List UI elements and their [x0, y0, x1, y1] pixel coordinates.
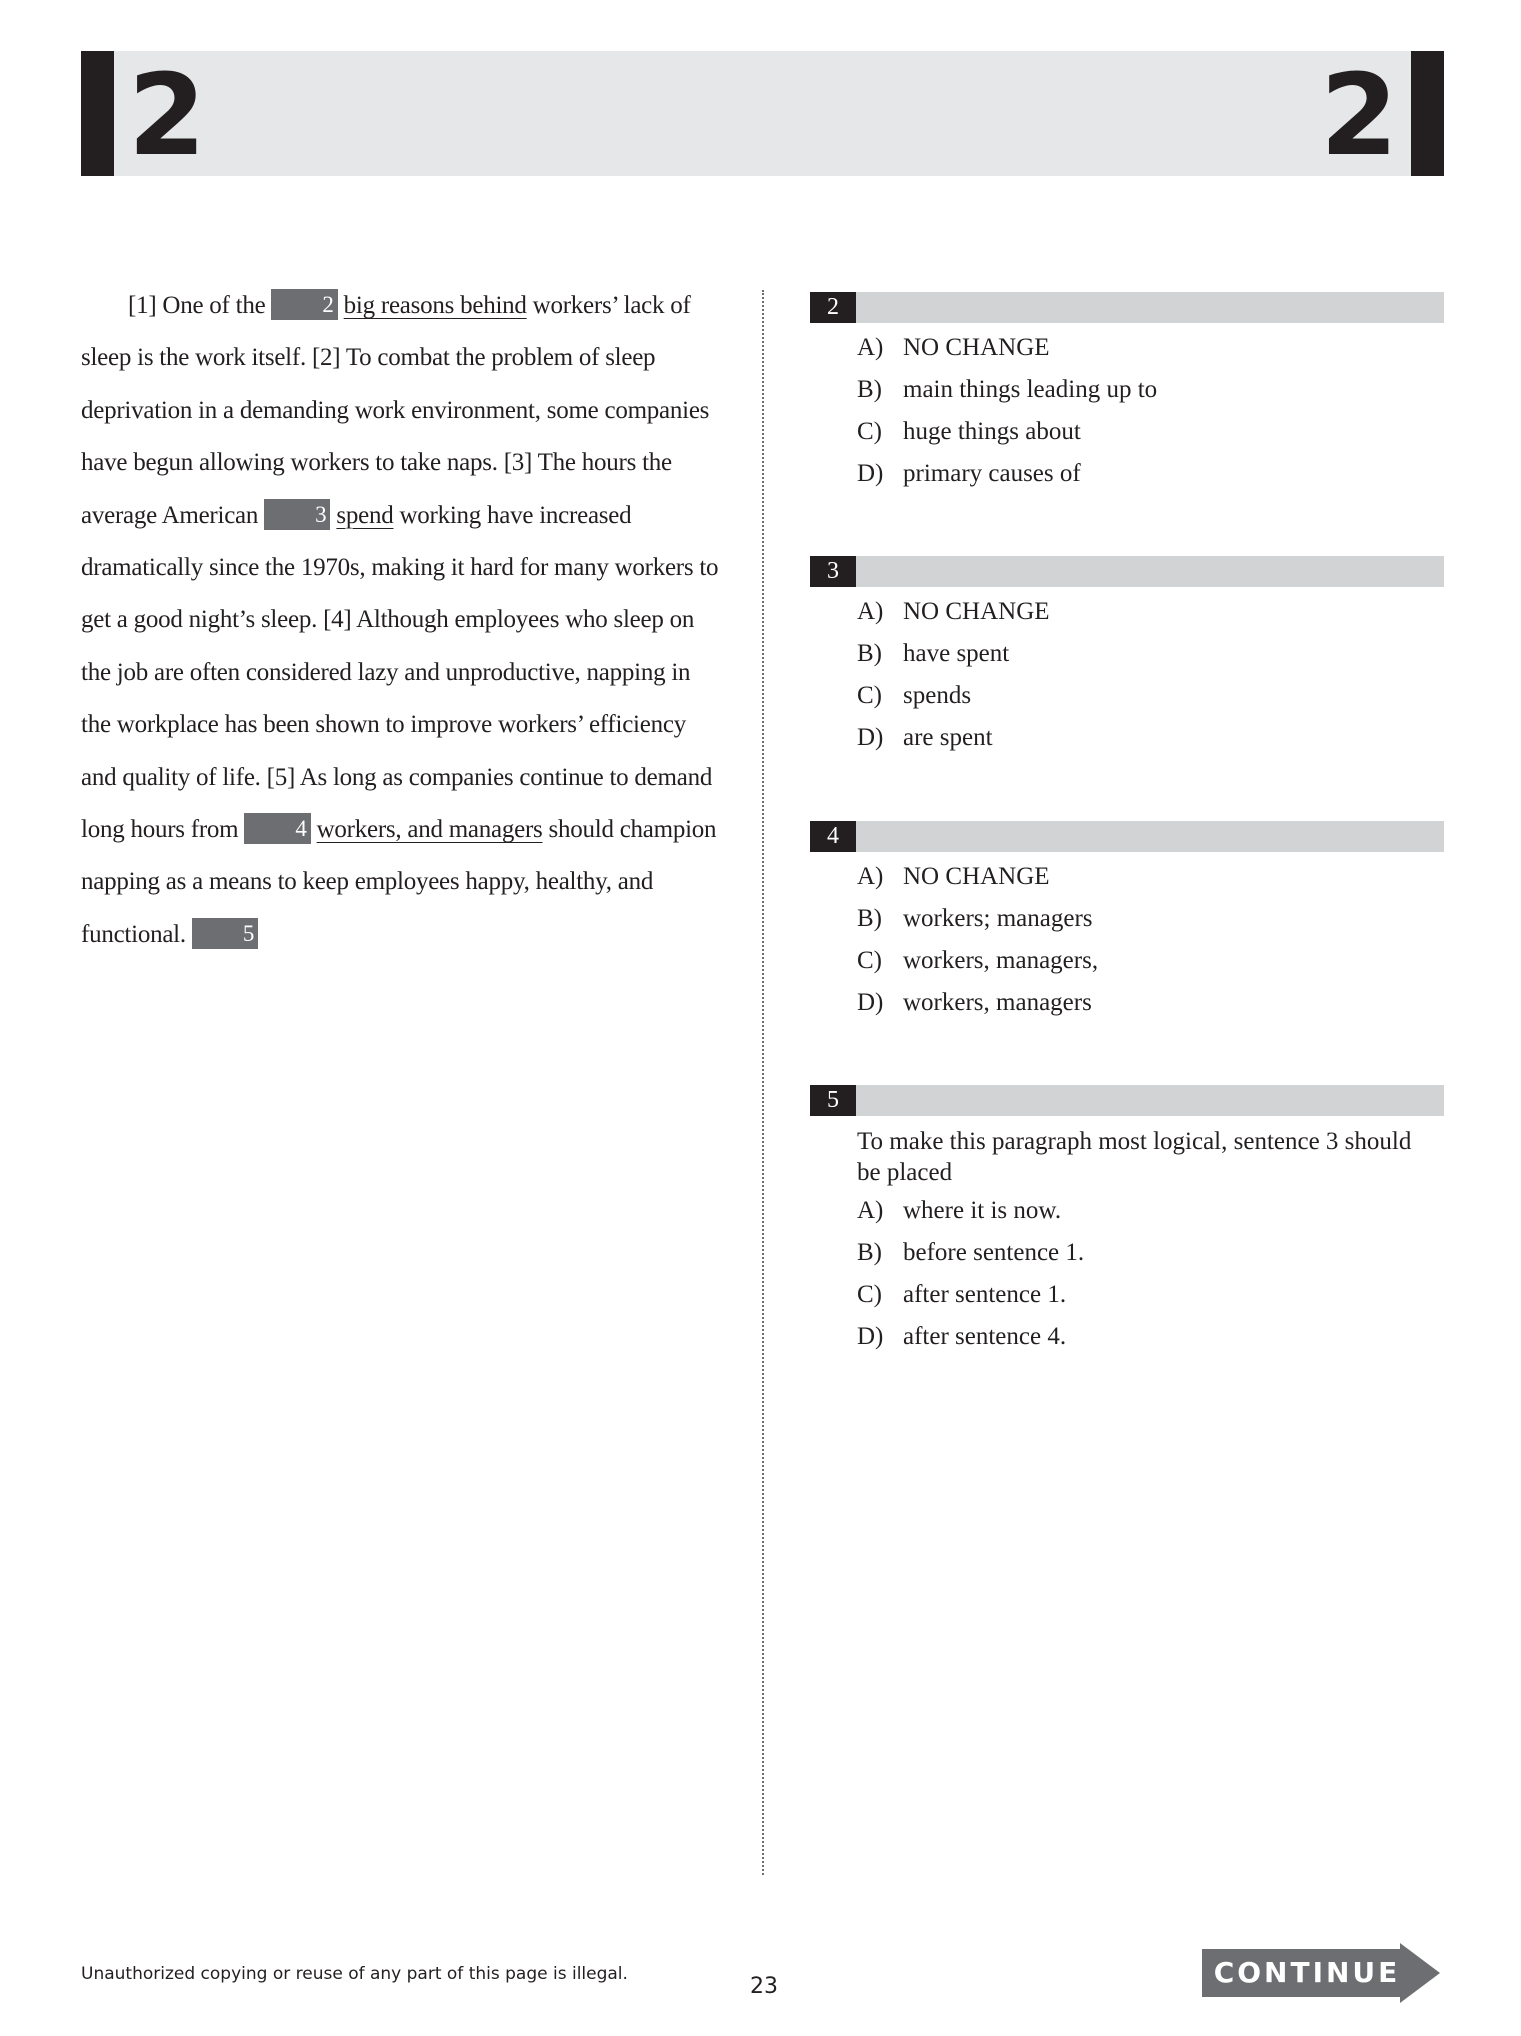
option-text: main things leading up to: [903, 376, 1158, 403]
option-text: have spent: [903, 640, 1010, 667]
answer-option[interactable]: [857, 940, 1444, 982]
passage: [81, 280, 721, 961]
answer-option[interactable]: [857, 1316, 1444, 1358]
option-text: workers, managers,: [903, 947, 1099, 974]
option-text: NO CHANGE: [903, 863, 1050, 890]
option-text: primary causes of: [903, 460, 1081, 487]
option-letter: B): [857, 905, 882, 932]
question-header-bar: [810, 821, 1444, 852]
option-letter: C): [857, 1281, 882, 1308]
question-stem: To make this paragraph most logical, sentence 3 should be placed: [857, 1128, 1412, 1186]
option-letter: B): [857, 640, 882, 667]
question-ref-box: 5: [192, 918, 258, 949]
answer-option[interactable]: [857, 856, 1444, 898]
underlined-phrase: workers, and managers: [316, 816, 543, 844]
option-letter: A): [857, 863, 884, 890]
question-number: 3: [810, 556, 856, 587]
question-3: [810, 556, 1444, 759]
option-text: where it is now.: [903, 1197, 1062, 1224]
answer-option[interactable]: [857, 633, 1444, 675]
option-text: NO CHANGE: [903, 334, 1050, 361]
option-text: huge things about: [903, 418, 1081, 445]
option-text: before sentence 1.: [903, 1239, 1085, 1266]
question-4: [810, 821, 1444, 1024]
question-5: [810, 1085, 1444, 1358]
answer-option[interactable]: [857, 1274, 1444, 1316]
section-header-band: [81, 51, 1444, 181]
option-letter: A): [857, 598, 884, 625]
answer-option[interactable]: [857, 898, 1444, 940]
question-header-bar: [810, 1085, 1444, 1116]
option-letter: D): [857, 460, 884, 487]
section-number-right: 2: [1320, 51, 1398, 181]
option-letter: A): [857, 334, 884, 361]
answer-option[interactable]: [857, 982, 1444, 1024]
passage-text: should champion napping as a means to keep employees happy, healthy, and functional.: [81, 816, 717, 948]
question-header-bar: [810, 556, 1444, 587]
answer-option[interactable]: [857, 1232, 1444, 1274]
answer-option[interactable]: [857, 675, 1444, 717]
option-letter: D): [857, 989, 884, 1016]
section-header-right-bar: [1411, 51, 1444, 176]
passage-text: workers’ lack of sleep is the work itself. [2] To combat the problem of sleep deprivation in a demanding work environment, some companies have begun allowing workers to take naps. [3] The hours the average American: [81, 292, 710, 529]
question-number: 2: [810, 292, 856, 323]
column-divider: [762, 290, 764, 1875]
option-text: workers, managers: [903, 989, 1092, 1016]
option-text: workers; managers: [903, 905, 1093, 932]
option-text: NO CHANGE: [903, 598, 1050, 625]
answer-option[interactable]: [857, 1190, 1444, 1232]
section-number-left: 2: [128, 51, 206, 181]
answer-option[interactable]: [857, 411, 1444, 453]
passage-text: [1] One of the: [128, 292, 272, 319]
continue-label: CONTINUE: [1213, 1956, 1401, 1989]
answer-option[interactable]: [857, 453, 1444, 495]
option-letter: D): [857, 724, 884, 751]
option-letter: B): [857, 376, 882, 403]
underlined-phrase: spend: [336, 501, 394, 529]
copyright-notice: Unauthorized copying or reuse of any part of this page is illegal.: [81, 1964, 628, 1984]
answer-option[interactable]: [857, 369, 1444, 411]
answer-option[interactable]: [857, 327, 1444, 369]
question-ref-box: 3: [264, 499, 330, 530]
question-number: 4: [810, 821, 856, 852]
option-letter: C): [857, 682, 882, 709]
answer-option[interactable]: [857, 717, 1444, 759]
question-2: [810, 292, 1444, 495]
answer-options: [857, 1190, 1444, 1358]
question-number: 5: [810, 1085, 856, 1116]
answer-options: [857, 591, 1444, 759]
answer-option[interactable]: [857, 591, 1444, 633]
option-text: after sentence 4.: [903, 1323, 1067, 1350]
passage-text: working have increased dramatically since the 1970s, making it hard for many workers to get a good night’s sleep. [4] Although employees who sleep on the job are often considered lazy and unproductive, napping in the workplace has been shown to improve workers’ efficiency and quality of life. [5] As long as companies continue to demand long hours from: [81, 501, 719, 844]
underlined-phrase: big reasons behind: [343, 292, 527, 319]
page-number: 23: [750, 1974, 778, 1999]
option-letter: C): [857, 947, 882, 974]
option-letter: D): [857, 1323, 884, 1350]
option-text: are spent: [903, 724, 993, 751]
option-letter: A): [857, 1197, 884, 1224]
answer-options: [857, 856, 1444, 1024]
question-ref-box: 4: [244, 813, 310, 844]
question-header-bar: [810, 292, 1444, 323]
answer-options: [857, 327, 1444, 495]
option-letter: B): [857, 1239, 882, 1266]
continue-button[interactable]: [1202, 1943, 1442, 2003]
option-text: spends: [903, 682, 972, 709]
question-ref-box: 2: [271, 289, 337, 320]
option-letter: C): [857, 418, 882, 445]
option-text: after sentence 1.: [903, 1281, 1067, 1308]
section-header-left-bar: [81, 51, 114, 176]
passage-paragraph: [81, 280, 721, 961]
